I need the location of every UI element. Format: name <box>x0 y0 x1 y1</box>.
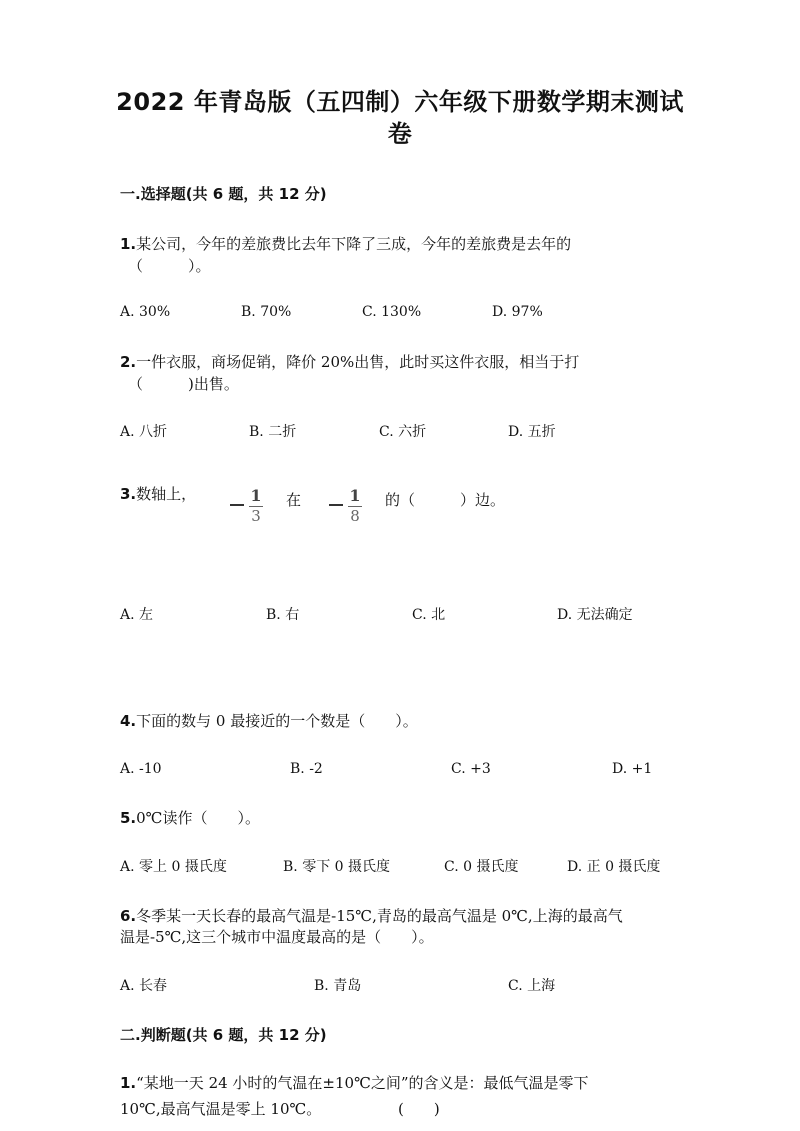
question-text: 冬季某一天长春的最高气温是-15℃,青岛的最高气温是 0℃,上海的最高气 <box>136 907 623 925</box>
q5-option-b[interactable]: B. 零下 0 摄氏度 <box>283 859 390 875</box>
question-3 <box>120 483 196 504</box>
question-number: 5. <box>120 809 137 827</box>
fraction-neg-one-eighth <box>329 486 369 528</box>
minus-sign <box>329 504 343 506</box>
q5-option-d[interactable]: D. 正 0 摄氏度 <box>567 859 661 875</box>
question-text: 下面的数与 0 最接近的一个数是（ ）。 <box>136 712 418 730</box>
q2-option-d[interactable]: D. 五折 <box>508 424 556 440</box>
section-heading-choice: 一.选择题(共 6 题，共 12 分) <box>120 185 327 203</box>
q1-option-d[interactable]: D. 97% <box>492 304 543 320</box>
q5-option-c[interactable]: C. 0 摄氏度 <box>444 859 519 875</box>
q1-option-b[interactable]: B. 70% <box>241 304 292 320</box>
q6-option-b[interactable]: B. 青岛 <box>314 978 362 994</box>
question-text: 一件衣服，商场促销，降价 20%出售，此时买这件衣服，相当于打 <box>136 353 580 371</box>
q3-option-c[interactable]: C. 北 <box>412 607 446 623</box>
question-1 <box>120 233 571 254</box>
word-in: 在 <box>286 491 302 509</box>
question-number: 4. <box>120 712 137 730</box>
q2-option-a[interactable]: A. 八折 <box>120 424 168 440</box>
question-text: 0℃读作（ ）。 <box>136 809 260 827</box>
question-text: 数轴上， <box>136 485 197 503</box>
judgement-1-line2: 10℃,最高气温是零上 10℃。 <box>120 1100 322 1118</box>
q6-option-c[interactable]: C. 上海 <box>508 978 556 994</box>
q3-option-b[interactable]: B. 右 <box>266 607 300 623</box>
question-number: 1. <box>120 1074 137 1092</box>
question-number: 1. <box>120 235 137 253</box>
question-number: 6. <box>120 907 137 925</box>
question-4 <box>120 710 418 731</box>
question-2-blank: （ )出售。 <box>128 375 239 393</box>
question-text: 某公司，今年的差旅费比去年下降了三成，今年的差旅费是去年的 <box>136 235 572 253</box>
page-title-line1: 2022 年青岛版（五四制）六年级下册数学期末测试 <box>116 88 684 116</box>
fraction-numerator: 1 <box>250 486 262 505</box>
page-title-line2: 卷 <box>387 120 413 148</box>
fraction-denominator: 8 <box>350 507 360 525</box>
minus-sign <box>230 504 244 506</box>
q4-option-d[interactable]: D. +1 <box>612 761 653 777</box>
fraction-neg-one-third <box>230 486 270 528</box>
question-5 <box>120 807 260 828</box>
judgement-1-answer-blank[interactable]: ( ) <box>398 1100 440 1118</box>
q1-option-c[interactable]: C. 130% <box>362 304 422 320</box>
question-6 <box>120 905 623 926</box>
question-text: “某地一天 24 小时的气温在±10℃之间”的含义是：最低气温是零下 <box>136 1074 589 1092</box>
q2-option-c[interactable]: C. 六折 <box>379 424 427 440</box>
q2-option-b[interactable]: B. 二折 <box>249 424 297 440</box>
question-1-blank: （ ）。 <box>128 257 211 275</box>
q1-option-a[interactable]: A. 30% <box>120 304 171 320</box>
fraction-denominator: 3 <box>251 507 261 525</box>
question-3-tail: 的（ ）边。 <box>385 491 506 509</box>
question-number: 3. <box>120 485 137 503</box>
question-number: 2. <box>120 353 137 371</box>
question-6-line2: 温是-5℃,这三个城市中温度最高的是（ ）。 <box>120 928 434 946</box>
q3-option-a[interactable]: A. 左 <box>120 607 154 623</box>
q4-option-b[interactable]: B. -2 <box>290 761 323 777</box>
section-heading-judgement: 二.判断题(共 6 题，共 12 分) <box>120 1026 327 1044</box>
q5-option-a[interactable]: A. 零上 0 摄氏度 <box>120 859 227 875</box>
judgement-1 <box>120 1072 589 1093</box>
question-2 <box>120 351 579 372</box>
fraction-numerator: 1 <box>349 486 361 505</box>
q6-option-a[interactable]: A. 长春 <box>120 978 168 994</box>
q4-option-a[interactable]: A. -10 <box>120 761 162 777</box>
q4-option-c[interactable]: C. +3 <box>451 761 491 777</box>
q3-option-d[interactable]: D. 无法确定 <box>557 607 633 623</box>
